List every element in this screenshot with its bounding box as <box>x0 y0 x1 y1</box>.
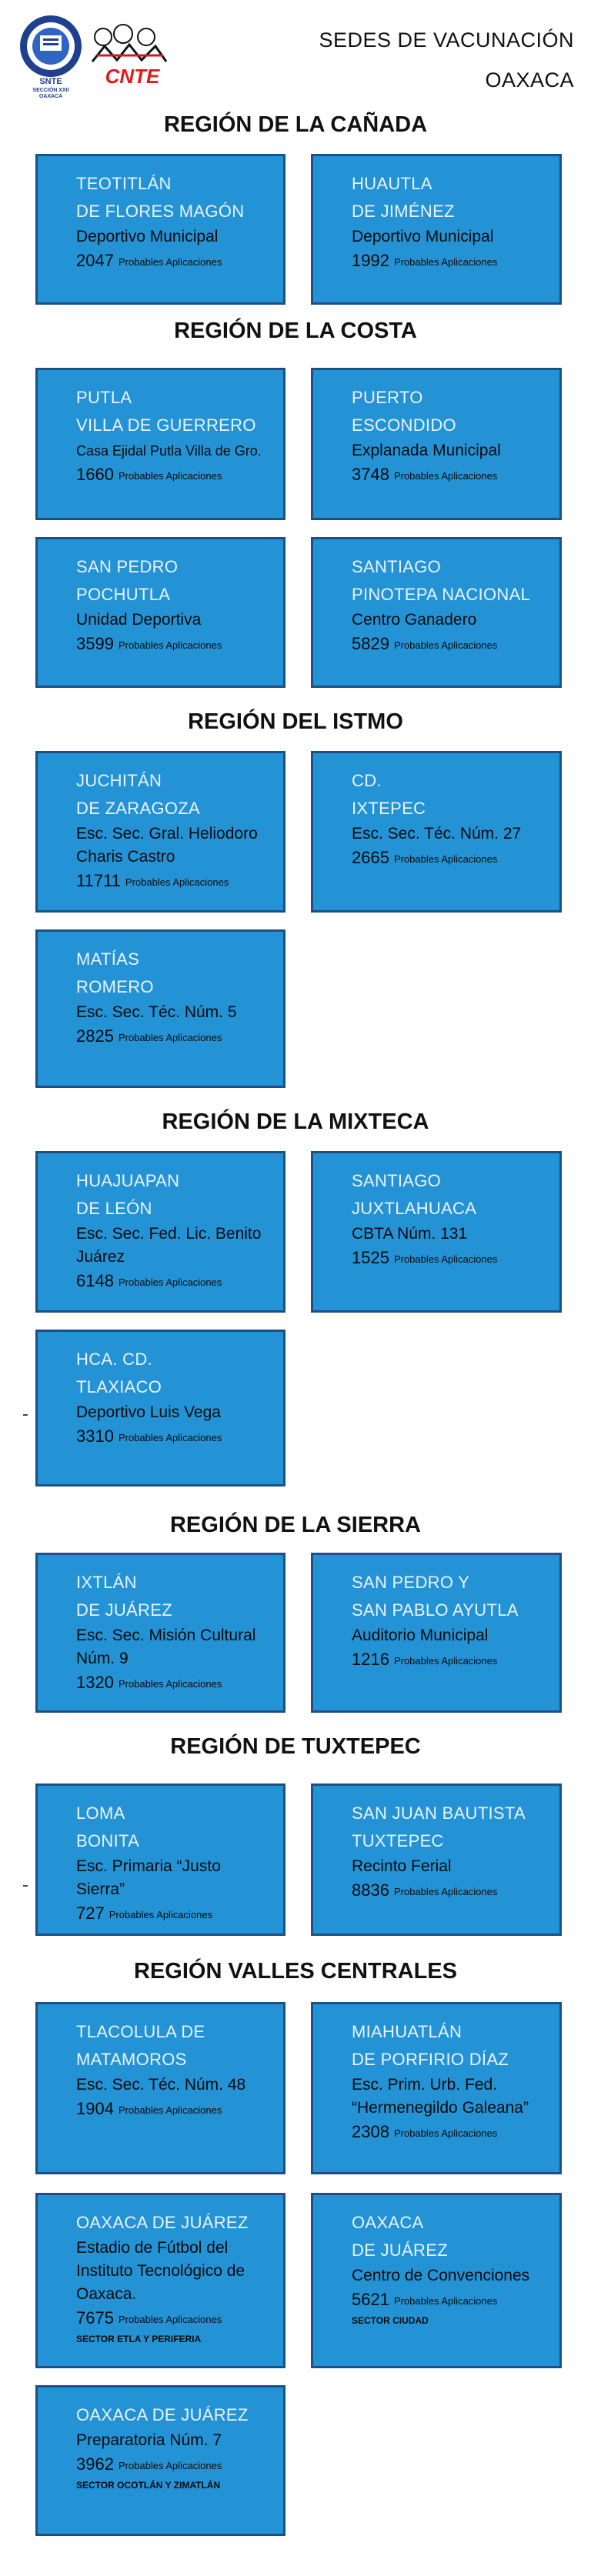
site-card: PUTLA VILLA DE GUERRERO Casa Ejidal Putla Villa de Gro. 1660 Probables Aplicaciones <box>35 368 285 520</box>
site-card: PUERTO ESCONDIDO Explanada Municipal 3748 Probables Aplicaciones <box>311 368 562 520</box>
site-card: TLACOLULA DE MATAMOROS Esc. Sec. Téc. Núm. 48 1904 Probables Aplicaciones <box>35 2002 285 2174</box>
svg-text:SNTE: SNTE <box>39 77 62 86</box>
site-card: MATÍAS ROMERO Esc. Sec. Téc. Núm. 5 2825 Probables Aplicaciones <box>35 929 285 1088</box>
site-card: MIAHUATLÁN DE PORFIRIO DÍAZ Esc. Prim. Urb. Fed. “Hermenegildo Galeana” 2308 Probables Aplicaciones <box>311 2002 562 2174</box>
site-card: OAXACA DE JUÁREZ Centro de Convenciones 5621 Probables Aplicaciones SECTOR CIUDAD <box>311 2193 562 2368</box>
cnte-logo <box>86 22 177 88</box>
site-card: IXTLÁN DE JUÁREZ Esc. Sec. Misión Cultural Núm. 9 1320 Probables Aplicaciones <box>35 1553 285 1713</box>
region-title-costa: REGIÓN DE LA COSTA <box>174 319 417 343</box>
svg-text:SECCIÓN XXII: SECCIÓN XXII <box>32 88 69 93</box>
site-card: LOMA BONITA Esc. Primaria “Justo Sierra” 727 Probables Aplicaciones <box>35 1784 285 1936</box>
site-card: OAXACA DE JUÁREZ Preparatoria Núm. 7 3962 Probables Aplicaciones SECTOR OCOTLÁN Y ZIMATLÁN <box>35 2385 285 2536</box>
region-title-sierra: REGIÓN DE LA SIERRA <box>169 1513 421 1537</box>
site-card: SANTIAGO JUXTLAHUACA CBTA Núm. 131 1525 Probables Aplicaciones <box>311 1151 562 1313</box>
site-card: CD. IXTEPEC Esc. Sec. Téc. Núm. 27 2665 Probables Aplicaciones <box>311 751 562 913</box>
site-card: JUCHITÁN DE ZARAGOZA Esc. Sec. Gral. Heliodoro Charis Castro 11711 Probables Aplicaciones <box>35 751 285 913</box>
page-header <box>0 0 591 108</box>
stray-mark <box>23 1885 28 1887</box>
stray-mark <box>23 1414 28 1416</box>
site-card: TEOTITLÁN DE FLORES MAGÓN Deportivo Municipal 2047 Probables Aplicaciones <box>35 154 285 305</box>
region-title-mixteca: REGIÓN DE LA MIXTECA <box>162 1109 429 1134</box>
region-title-istmo: REGIÓN DEL ISTMO <box>188 709 403 734</box>
page-title: SEDES DE VACUNACIÓN OAXACA <box>319 28 574 92</box>
site-card: SANTIAGO PINOTEPA NACIONAL Centro Ganadero 5829 Probables Aplicaciones <box>311 537 562 688</box>
region-title-tuxtepec: REGIÓN DE TUXTEPEC <box>170 1734 421 1759</box>
region-title-valles: REGIÓN VALLES CENTRALES <box>134 1959 457 1984</box>
site-card: HUAJUAPAN DE LEÓN Esc. Sec. Fed. Lic. Benito Juárez 6148 Probables Aplicaciones <box>35 1151 285 1313</box>
svg-text:CNTE: CNTE <box>105 65 160 88</box>
site-card: HCA. CD. TLAXIACO Deportivo Luis Vega 3310 Probables Aplicaciones <box>35 1330 285 1487</box>
region-title-canada: REGIÓN DE LA CAÑADA <box>163 112 428 137</box>
site-card: SAN JUAN BAUTISTA TUXTEPEC Recinto Ferial 8836 Probables Aplicaciones <box>311 1784 562 1936</box>
site-card: OAXACA DE JUÁREZ Estadio de Fútbol del Instituto Tecnológico de Oaxaca. 7675 Probables Aplicaciones SECTOR ETLA Y PERIFERIA <box>35 2193 285 2368</box>
site-card: HUAUTLA DE JIMÉNEZ Deportivo Municipal 1992 Probables Aplicaciones <box>311 154 562 305</box>
site-card: SAN PEDRO POCHUTLA Unidad Deportiva 3599 Probables Aplicaciones <box>35 537 285 688</box>
site-card: SAN PEDRO Y SAN PABLO AYUTLA Auditorio Municipal 1216 Probables Aplicaciones <box>311 1553 562 1713</box>
svg-text:OAXACA: OAXACA <box>38 94 63 99</box>
snte-seal-logo <box>17 14 85 100</box>
